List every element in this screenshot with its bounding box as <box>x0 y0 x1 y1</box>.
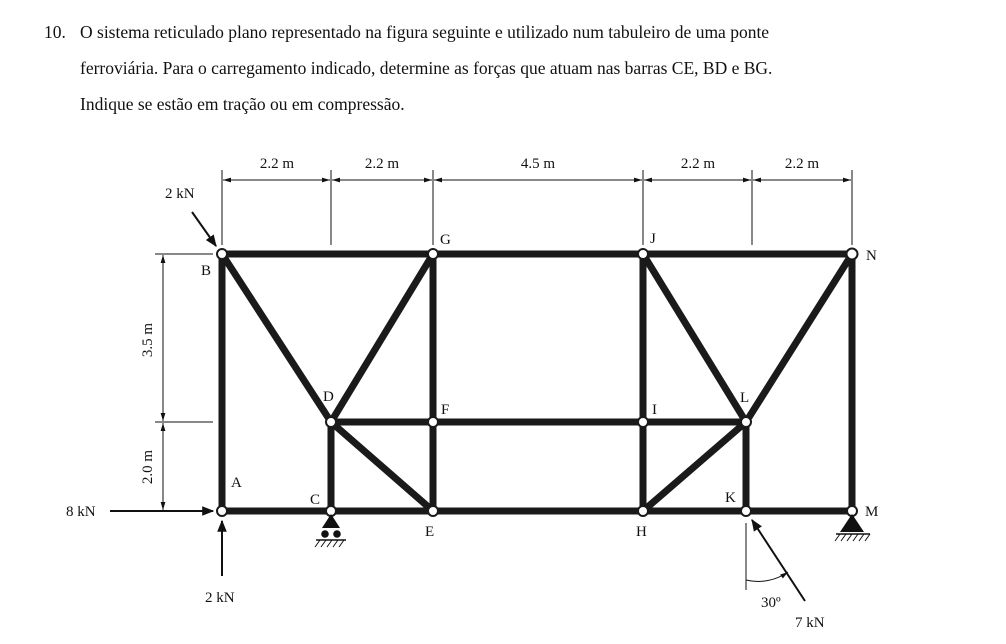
node-label-G: G <box>440 232 451 248</box>
joint-K <box>741 506 751 516</box>
node-label-H: H <box>636 524 647 540</box>
joint-I <box>638 417 648 427</box>
node-label-E: E <box>425 524 435 540</box>
dim-label-1: 2.2 m <box>259 156 295 172</box>
problem-text-1: O sistema reticulado plano representado na figura seguinte e utilizado num tabuleiro de uma ponte <box>80 22 770 42</box>
member-BD <box>222 254 331 422</box>
load-label-A-vertical: 2 kN <box>205 590 235 606</box>
node-label-C: C <box>310 492 321 508</box>
roller <box>333 530 341 538</box>
dimension-labels-vertical <box>140 323 156 485</box>
dim-label-height-upper: 3.5 m <box>140 322 156 358</box>
joint-F <box>428 417 438 427</box>
joint-A <box>217 506 227 516</box>
dim-label-2: 2.2 m <box>364 156 400 172</box>
joint-B <box>217 249 227 259</box>
problem-number: 10. <box>44 22 66 42</box>
dim-label-5: 2.2 m <box>784 156 820 172</box>
joint-E <box>428 506 438 516</box>
node-label-K: K <box>725 490 736 506</box>
node-label-F: F <box>441 402 450 418</box>
load-label-A-horizontal: 8 kN <box>66 504 96 520</box>
dim-label-3: 4.5 m <box>520 156 556 172</box>
joint-J <box>638 249 648 259</box>
dim-label-height-lower: 2.0 m <box>140 449 156 485</box>
angle-arc-K <box>746 572 788 581</box>
roller <box>321 530 329 538</box>
truss-members <box>222 254 852 511</box>
load-label-K: 7 kN <box>795 615 825 631</box>
node-label-L: L <box>740 390 750 406</box>
node-label-M: M <box>865 504 879 520</box>
joint-L <box>741 417 751 427</box>
node-labels <box>201 231 878 540</box>
node-label-B: B <box>201 263 212 279</box>
support-triangle <box>840 514 864 532</box>
node-label-J: J <box>650 231 656 247</box>
load-angle-label: 30º <box>761 595 781 611</box>
node-label-N: N <box>866 248 877 264</box>
joint-D <box>326 417 336 427</box>
problem-text-3: Indique se estão em tração ou em compressão. <box>80 94 405 114</box>
joint-G <box>428 249 438 259</box>
dimension-lines-vertical <box>155 254 213 511</box>
problem-text-2: ferroviária. Para o carregamento indicado, determine as forças que atuam nas barras CE, BD e BG. <box>80 58 773 78</box>
dimension-lines-horizontal <box>222 170 852 245</box>
dim-label-4: 2.2 m <box>680 156 716 172</box>
load-label-B: 2 kN <box>165 186 195 202</box>
truss-joints <box>217 249 858 517</box>
node-label-A: A <box>231 475 242 491</box>
loads <box>110 212 805 601</box>
support-triangle <box>322 514 340 528</box>
member-JL <box>643 254 746 422</box>
node-label-I: I <box>652 402 657 418</box>
joint-N <box>847 249 858 260</box>
dimension-labels-horizontal <box>260 156 820 172</box>
joint-H <box>638 506 648 516</box>
node-label-D: D <box>323 389 334 405</box>
member-DE <box>331 422 433 511</box>
member-DG <box>331 254 433 422</box>
load-arrow-B <box>192 212 216 246</box>
load-arrow-K <box>752 520 805 601</box>
roller-support-C <box>315 514 346 547</box>
member-LN <box>746 254 852 422</box>
